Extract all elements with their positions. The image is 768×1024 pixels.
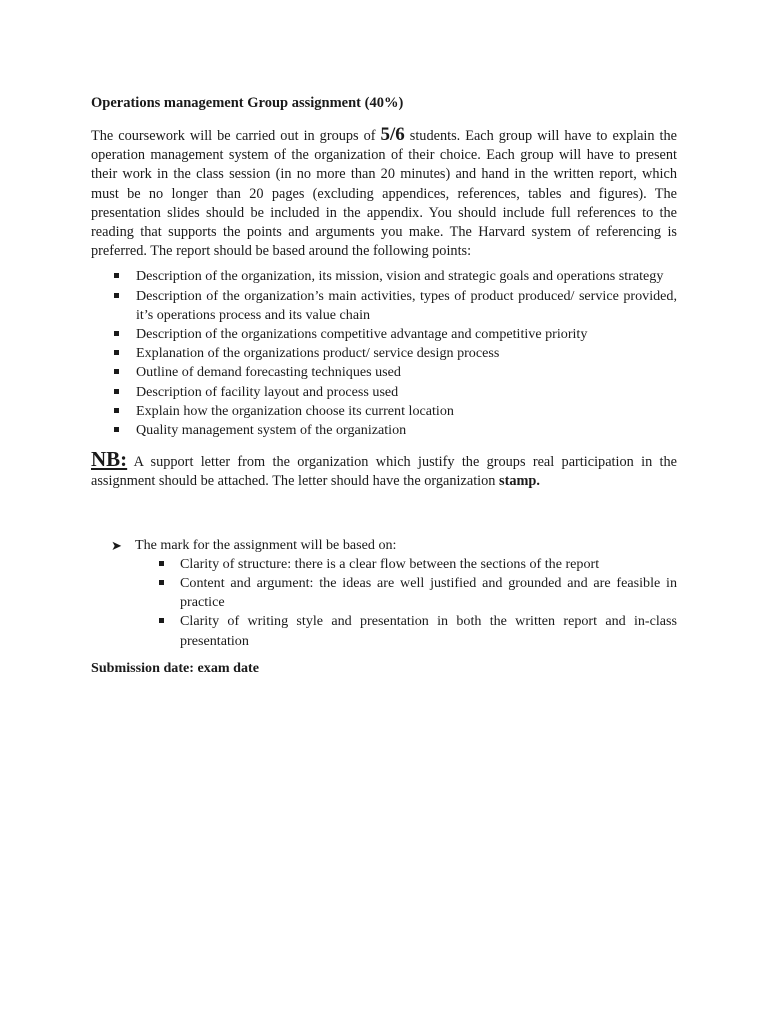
- square-bullet-icon: [114, 427, 119, 432]
- list-item: Clarity of writing style and presentation in both the written report and in-class presentation: [91, 612, 677, 650]
- intro-paragraph: [91, 125, 677, 261]
- list-item: Description of the organizations competitive advantage and competitive priority: [91, 325, 677, 344]
- square-bullet-icon: [159, 561, 164, 566]
- square-bullet-icon: [114, 389, 119, 394]
- group-size: 5/6: [380, 124, 405, 145]
- report-points-list: [91, 267, 677, 440]
- document-title: Operations management Group assignment (40%): [91, 95, 404, 111]
- list-item: Description of the organization, its mission, vision and strategic goals and operations strategy: [91, 267, 677, 286]
- submission-date: Submission date: exam date: [91, 659, 259, 676]
- arrow-bullet-icon: ➤: [111, 537, 122, 553]
- list-item: Explain how the organization choose its current location: [91, 402, 677, 421]
- square-bullet-icon: [114, 408, 119, 413]
- square-bullet-icon: [159, 580, 164, 585]
- nb-emphasis: stamp.: [499, 473, 540, 490]
- square-bullet-icon: [159, 618, 164, 623]
- square-bullet-icon: [114, 350, 119, 355]
- marking-criteria-list: [91, 555, 677, 651]
- marking-section: [91, 536, 677, 651]
- document-page: [91, 93, 677, 678]
- list-item: Explanation of the organizations product/ service design process: [91, 344, 677, 363]
- square-bullet-icon: [114, 293, 119, 298]
- nb-paragraph: [91, 447, 677, 491]
- list-item: Description of the organization’s main activities, types of product produced/ service provided, it’s operations process and its value chain: [91, 287, 677, 325]
- marking-intro: ➤ The mark for the assignment will be based on:: [91, 536, 677, 555]
- nb-text: A support letter from the organization which justify the groups real participation in the assignment should be attached. The letter should have the organization: [91, 454, 677, 490]
- list-item: Quality management system of the organization: [91, 421, 677, 440]
- square-bullet-icon: [114, 273, 119, 278]
- list-item: Outline of demand forecasting techniques used: [91, 363, 677, 382]
- list-item: Clarity of structure: there is a clear flow between the sections of the report: [91, 555, 677, 574]
- nb-label: NB:: [91, 447, 128, 472]
- intro-text-before: The coursework will be carried out in groups of: [91, 128, 381, 144]
- list-item: Content and argument: the ideas are well justified and grounded and are feasible in practice: [91, 574, 677, 612]
- list-item: Description of facility layout and process used: [91, 383, 677, 402]
- intro-text-after: students. Each group will have to explain the operation management system of the organization of their choice. Each group will have to present their work in the class session (in no more than 20 minutes) and hand in the written report, which must be no longer than 20 pages (excluding appendices, references, tables and figures). The presentation slides should be included in the appendix. You should include full references to the reading that supports the points and arguments you make. The Harvard system of referencing is preferred. The report should be based around the following points:: [91, 128, 677, 260]
- square-bullet-icon: [114, 331, 119, 336]
- square-bullet-icon: [114, 369, 119, 374]
